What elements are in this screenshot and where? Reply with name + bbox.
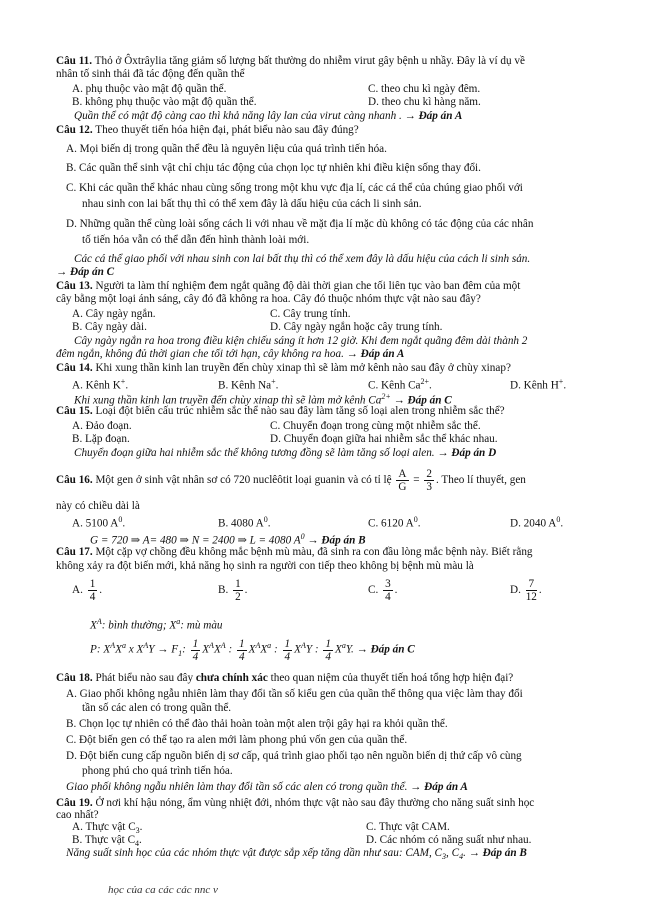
q18-option-b: B. Chọn lọc tự nhiên có thể đào thải hoàn toàn một alen trội gây hại ra khỏi quần thể. <box>66 718 448 730</box>
q16-d-text: D. 2040 A <box>510 517 557 530</box>
q18-text: Phát biểu nào sau đây <box>92 672 196 684</box>
q19-b-sub: 4 <box>135 839 140 849</box>
q13-option-c: C. Cây trung tính. <box>270 308 351 320</box>
q17-note-x: X <box>90 619 97 632</box>
q11-line2 <box>56 68 626 80</box>
q13-line2: cây bằng một loại ánh sáng, cây đó đã không ra hoa. Cây đó thuộc nhóm thực vật nào sau đây? <box>56 293 481 305</box>
q17-a-frac <box>88 578 98 603</box>
q17-option-b: B. $\frac{1}{2}$ . <box>218 578 248 603</box>
q13-option-a: A. Cây ngày ngắn. <box>72 308 156 320</box>
q12-answer: Đáp án C <box>69 266 115 278</box>
q17-c-num: 3 <box>385 578 391 590</box>
q14-head: Câu 14. <box>56 362 93 374</box>
q14-exp-text: Khi xung thần kinh lan truyền đến chùy xinap thì sẽ làm mở kênh Ca <box>74 394 382 407</box>
q14-a-sup: + <box>120 377 126 386</box>
q18-head: Câu 18. <box>56 672 93 684</box>
q12-exp1: Các cá thể giao phối với nhau sinh con lai bất thụ thì có thể xem đây là dấu hiệu của cách li sinh sản. <box>74 253 531 265</box>
q16-fraction <box>396 468 408 493</box>
q16-exp-sup: 0 <box>300 532 305 541</box>
q15-exp-text: Chuyển đoạn giữa hai nhiễm sắc thể không tương đồng sẽ làm tăng số loại alen. → <box>74 447 452 459</box>
q14-exp-arrow: → <box>390 394 408 407</box>
q18-option-c: C. Đột biến gen có thể tạo ra alen mới làm phong phú vốn gen của quần thể. <box>66 734 408 746</box>
q16-text1: Một gen ở sinh vật nhân sơ có 720 nuclêôtit loại guanin và có tỉ lệ <box>92 474 395 487</box>
q19-text1: Ở nơi khí hậu nóng, ẩm vùng nhiệt đới, nhóm thực vật nào sau đây thường cho năng suất sinh học <box>92 797 535 809</box>
q19-exp-text: Năng suất sinh học của các nhóm thực vật được sắp xếp tăng dần như sau: CAM, C <box>66 847 443 859</box>
q16-a-text: A. 5100 A <box>72 517 119 530</box>
q16-exp-text: G = 720 ⇒ A= 480 ⇒ N = 2400 ⇒ L = 4080 A <box>90 534 301 547</box>
q14-b-text: B. Kênh Na <box>218 379 272 392</box>
q17-note-sup2: a <box>176 617 181 626</box>
footer-handwriting: học của ca các các nnc v <box>108 884 218 896</box>
q16-option-c: C. 6120 $A^0$. <box>368 515 421 530</box>
q14-line <box>56 362 626 374</box>
q18-option-d2: phong phú cho quá trình tiến hóa. <box>82 765 233 777</box>
q11-line1 <box>56 55 626 67</box>
q17-option-a: A. $\frac{1}{4}$ . <box>72 578 103 603</box>
q17-d-den: 12 <box>525 591 537 603</box>
q18-option-a2: tần số các alen có trong quần thể. <box>82 702 232 714</box>
q16-b-sup: 0 <box>263 515 268 524</box>
q17-c-den: 4 <box>385 591 391 603</box>
q13-option-b: B. Cây ngày dài. <box>72 321 147 333</box>
q11-option-b: B. không phụ thuộc vào mật độ quần thể. <box>72 96 257 108</box>
q16-frac-num: A <box>398 468 407 480</box>
q18-explanation <box>66 781 626 793</box>
q13-exp2 <box>56 348 626 360</box>
q18-exp-text: Giao phối không ngẫu nhiên làm thay đổi tần số các alen có trong quần thể. → <box>66 781 425 793</box>
q12-option-d2: tố tiến hóa vẫn có thể dẫn đến hình thành loài mới. <box>82 234 310 246</box>
q18-answer: Đáp án A <box>424 781 468 793</box>
q16-c-sup: 0 <box>413 515 418 524</box>
q14-d-sup: + <box>558 377 564 386</box>
q16-d-sup: 0 <box>556 515 561 524</box>
q11-option-d: D. theo chu kì hàng năm. <box>368 96 481 108</box>
q17-c-label: C. <box>368 584 379 597</box>
q17-text1: Một cặp vợ chồng đều không mắc bệnh mù màu, đã sinh ra con đầu lòng mắc bệnh này. Biết rằng <box>92 546 533 558</box>
q17-answer: Đáp án C <box>370 643 415 656</box>
q13-exp1: Cây ngày ngắn ra hoa trong điều kiện chiếu sáng ít hơn 12 giờ. Khi đem ngắt quãng đêm dài thành 2 <box>74 335 528 347</box>
q19-b-text: B. Thực vật C <box>72 834 136 846</box>
q12-option-d1: D. Những quần thể cùng loài sống cách li với nhau về mặt địa lí mặc dù không có tác động của các nhân <box>66 218 534 230</box>
q17-a-den: 4 <box>89 591 96 603</box>
q11-head: Câu 11. <box>56 55 93 67</box>
q12-option-c1: C. Khi các quần thể khác nhau cùng sống trong một khu vực địa lí, các cá thể của chúng giao phối với <box>66 182 523 194</box>
q13-option-d: D. Cây ngày ngắn hoặc cây trung tính. <box>270 321 443 333</box>
q16-explanation <box>90 531 626 547</box>
q14-d-text: D. Kênh H <box>510 379 559 392</box>
q16-c-text: C. 6120 A <box>368 517 414 530</box>
q16-a-sup: 0 <box>118 515 123 524</box>
q17-d-label: D. <box>510 584 521 597</box>
q13-exp2-text: đêm ngắn, không đủ thời gian che tối tới hạn, cây không ra hoa. → <box>56 348 361 360</box>
q17-note-sup1: A <box>96 617 102 626</box>
q13-text1: Người ta làm thí nghiệm đem ngắt quãng độ dài thời gian che tối liên tục vào ban đêm của một <box>92 280 521 292</box>
q16-text1b: . Theo lí thuyết, gen <box>436 474 526 487</box>
q17-option-c: C. $\frac{3}{4}$ . <box>368 578 398 603</box>
q11-text2: nhân tố sinh thái đã tác động đến quần thể <box>56 68 245 80</box>
q16-line1 <box>56 468 626 493</box>
q16-answer: Đáp án B <box>321 534 366 547</box>
q15-line <box>56 405 626 417</box>
q16-option-a: A. 5100 $A^0$. <box>72 515 126 530</box>
q17-b-den: 2 <box>235 591 241 603</box>
q16-frac2-num: 2 <box>426 468 432 480</box>
q17-line1 <box>56 546 626 558</box>
q19-exp-arrow: . → <box>463 847 483 859</box>
q13-head: Câu 13. <box>56 280 93 292</box>
q16-fraction2 <box>424 468 434 493</box>
q17-a-label: A. <box>72 584 83 597</box>
q14-exp-sup: 2+ <box>381 392 391 401</box>
q17-note-rest: : bình thường; X <box>101 619 177 632</box>
q16-line2: này có chiều dài là <box>56 500 140 512</box>
q18-text-tail: theo quan niệm của thuyết tiến hoá tổng hợp hiện đại? <box>267 672 514 684</box>
q17-note <box>90 616 626 632</box>
q16-option-b: B. 4080 $A^0$. <box>218 515 271 530</box>
q19-line2: cao nhất? <box>56 809 99 821</box>
q11-text1: Thỏ ở Ôxtrâylia tăng giảm số lượng bất thường do nhiễm virut gây bệnh u nhầy. Đây là ví dụ về <box>92 55 525 67</box>
q14-c-text: C. Kênh Ca <box>368 379 421 392</box>
q17-line2: không xảy ra đột biến mới, khả năng họ sinh ra người con tiếp theo không bị bệnh mù màu là <box>56 560 474 572</box>
q19-exp-sub2: 4 <box>459 852 464 862</box>
q15-answer: Đáp án D <box>451 447 497 459</box>
q17-b-label: B. <box>218 584 229 597</box>
q15-option-c: C. Chuyển đoạn trong cùng một nhiễm sắc thể. <box>270 420 481 432</box>
q15-explanation <box>74 447 626 459</box>
q19-head: Câu 19. <box>56 797 93 809</box>
q11-explanation <box>74 110 626 122</box>
q12-arrow: → <box>56 266 70 278</box>
q16-eq: = <box>410 474 423 487</box>
q11-option-c: C. theo chu kì ngày đêm. <box>368 83 481 95</box>
q17-d-frac <box>526 578 537 603</box>
q19-option-d: D. Các nhóm có năng suất như nhau. <box>366 834 532 846</box>
q16-head: Câu 16. <box>56 474 93 487</box>
q15-text: Loại đột biến cấu trúc nhiễm sắc thể nào sau đây làm tăng số loại alen trong nhiễm sắc thể? <box>92 405 505 417</box>
q19-exp-sub1: 3 <box>442 852 447 862</box>
q11-option-a: A. phụ thuộc vào mật độ quần thể. <box>72 83 227 95</box>
q13-line1 <box>56 280 626 292</box>
q18-text-bold: chưa chính xác <box>195 672 268 684</box>
q14-option-d: D. Kênh H+. <box>510 377 567 392</box>
q19-option-a: A. Thực vật $C_3$. <box>72 821 143 836</box>
q19-a-sub: 3 <box>135 826 140 836</box>
q16-exp-arrow: → <box>304 534 322 547</box>
q12-option-b: B. Các quần thể sinh vật chỉ chịu tác động của chọn lọc tự nhiên khi điều kiện sống thay đổi. <box>66 162 481 174</box>
q11-exp-text: Quần thể có mật độ càng cao thì khả năng lây lan của virut càng nhanh . → <box>74 110 419 122</box>
q14-b-sup: + <box>271 377 276 386</box>
q18-option-a1: A. Giao phối không ngẫu nhiên làm thay đổi tần số kiểu gen của quần thể thông qua việc làm thay đổi <box>66 688 523 700</box>
q17-option-d: D. $\frac{7}{12}$ . <box>510 578 542 603</box>
q17-d-num: 7 <box>526 578 537 591</box>
q15-option-d: D. Chuyển đoạn giữa hai nhiễm sắc thể khác nhau. <box>270 433 498 445</box>
q13-answer: Đáp án A <box>360 348 405 360</box>
q19-exp-mid: , C <box>446 847 460 859</box>
q14-c-sup: 2+ <box>420 377 430 386</box>
q14-a-text: A. Kênh K <box>72 379 121 392</box>
q16-frac2-den: 3 <box>426 481 432 493</box>
q11-answer: Đáp án A <box>418 110 463 122</box>
q14-answer: Đáp án C <box>407 394 452 407</box>
q17-b-num: 1 <box>235 578 241 590</box>
q19-a-text: A. Thực vật C <box>72 821 136 833</box>
q16-frac-den: G <box>398 481 407 493</box>
q18-line <box>56 672 626 684</box>
q12-text: Theo thuyết tiến hóa hiện đại, phát biểu nào sau đây đúng? <box>92 124 359 136</box>
q16-b-text: B. 4080 A <box>218 517 264 530</box>
q17-b-frac <box>233 578 243 603</box>
q16-option-d: D. 2040 $A^0$. <box>510 515 564 530</box>
q17-head: Câu 17. <box>56 546 93 558</box>
q17-note-rest2: : mù màu <box>180 619 223 632</box>
q15-option-b: B. Lặp đoạn. <box>72 433 130 445</box>
q14-option-c: C. Kênh $Ca^{2+}$. <box>368 377 432 392</box>
q12-exp2 <box>56 266 626 278</box>
q12-option-a: A. Mọi biến dị trong quần thể đều là nguyên liệu của quá trình tiến hóa. <box>66 143 387 155</box>
q12-option-c2: nhau sinh con lai bất thụ thì có thể xem đây là dấu hiệu của cách li sinh sản. <box>82 198 422 210</box>
q17-cross: P: $X^AX^a$ x $X^AY \to F_1$: $\frac{1}{4}$ $X^AX^A$ : $\frac{1}{4}$ $X^AX^a$ : $\frac{1}{4}$ $X^AY$ : $\frac{1}{4}$ $X^aY$. → Đáp án C <box>90 637 415 663</box>
q19-option-c: C. Thực vật CAM. <box>366 821 450 833</box>
q12-head: Câu 12. <box>56 124 93 136</box>
q14-option-a: A. Kênh K+. <box>72 377 129 392</box>
q12-line <box>56 124 626 136</box>
q15-head: Câu 15. <box>56 405 93 417</box>
q18-option-d1: D. Đột biến cung cấp nguồn biến dị sơ cấp, quá trình giao phối tạo nên nguồn biến dị thứ cấp vô cùng <box>66 750 522 762</box>
q19-option-b: B. Thực vật $C_4$. <box>72 834 142 849</box>
q19-line1 <box>56 797 626 809</box>
q17-c-frac <box>383 578 393 603</box>
q19-explanation <box>66 847 626 863</box>
q14-text: Khi xung thần kinh lan truyền đến chùy xinap thì sẽ làm mở kênh nào sau đây ở chùy xinap? <box>92 362 511 374</box>
q14-option-b: B. Kênh Na+. <box>218 377 279 392</box>
q15-option-a: A. Đảo đoạn. <box>72 420 132 432</box>
q19-answer: Đáp án B <box>482 847 527 859</box>
q17-a-num: 1 <box>89 578 96 590</box>
